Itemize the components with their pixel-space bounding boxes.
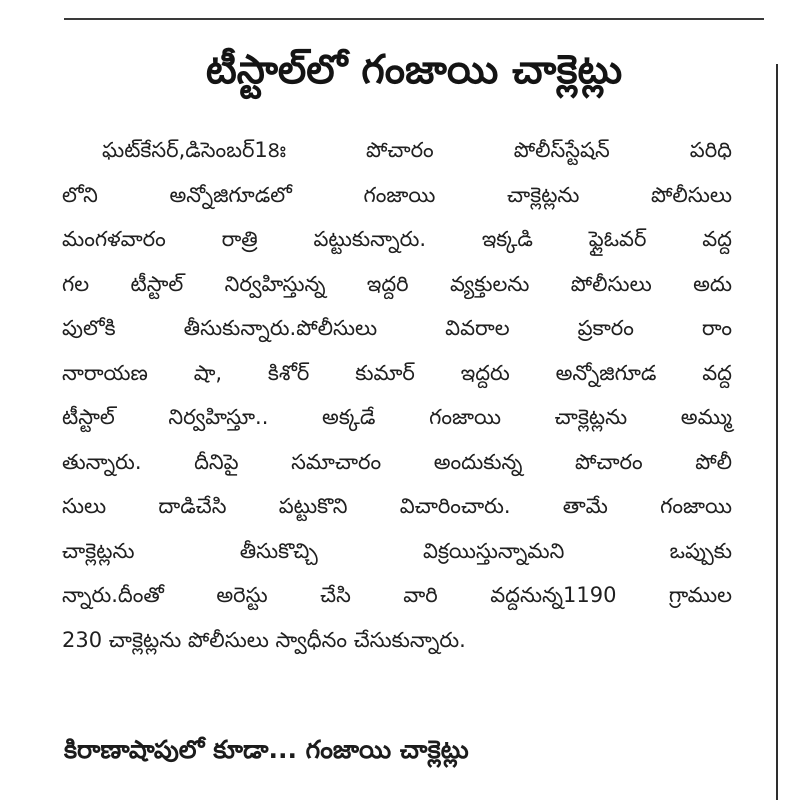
article-body xyxy=(62,128,732,662)
body-line: టీస్టాల్ నిర్వహిస్తూ.. అక్కడే గంజాయి చాక్లెట్లను అమ్ము xyxy=(62,405,732,429)
article-subheadline: కిరాణాషాపులో కూడా... గంజాయి చాక్లెట్లు xyxy=(64,735,469,764)
body-line: 230 చాక్లెట్లను పోలీసులు స్వాధీనం చేసుకున్నారు. xyxy=(62,627,466,652)
body-line: నారాయణ షా, కిశోర్ కుమార్ ఇద్దరు అన్నోజిగూడ వద్ద xyxy=(62,360,732,385)
body-line: తున్నారు. దీనిపై సమాచారం అందుకున్న పోచారం పోలీ xyxy=(62,449,732,474)
body-line: లోని అన్నోజిగూడలో గంజాయి చాక్లెట్లను పోలీసులు xyxy=(62,182,732,207)
body-line: న్నారు.దీంతో అరెస్టు చేసి వారి వద్దనున్న1190 గ్రాముల xyxy=(62,583,732,607)
article-headline: టీస్టాల్‌లో గంజాయి చాక్లెట్లు xyxy=(205,47,623,93)
body-line: మంగళవారం రాత్రి పట్టుకున్నారు. ఇక్కడి ఫ్లైఓవర్ వద్ద xyxy=(62,227,732,251)
top-divider xyxy=(64,18,764,20)
column-divider xyxy=(776,64,778,800)
body-line: చాక్లెట్లను తీసుకొచ్చి విక్రయిస్తున్నామని ఒప్పుకు xyxy=(62,538,732,563)
body-line: గల టీస్టాల్ నిర్వహిస్తున్న ఇద్దరి వ్యక్తులను పోలీసులు అదు xyxy=(62,271,732,296)
body-line: పులోకి తీసుకున్నారు.పోలీసులు వివరాల ప్రకారం రాం xyxy=(62,316,732,340)
body-line: ఘట్‌కేసర్,డిసెంబర్18ః పోచారం పోలీస్‌స్టేషన్ పరిధి xyxy=(102,138,732,162)
body-line: సులు దాడిచేసి పట్టుకొని విచారించారు. తామే గంజాయి xyxy=(62,494,732,518)
